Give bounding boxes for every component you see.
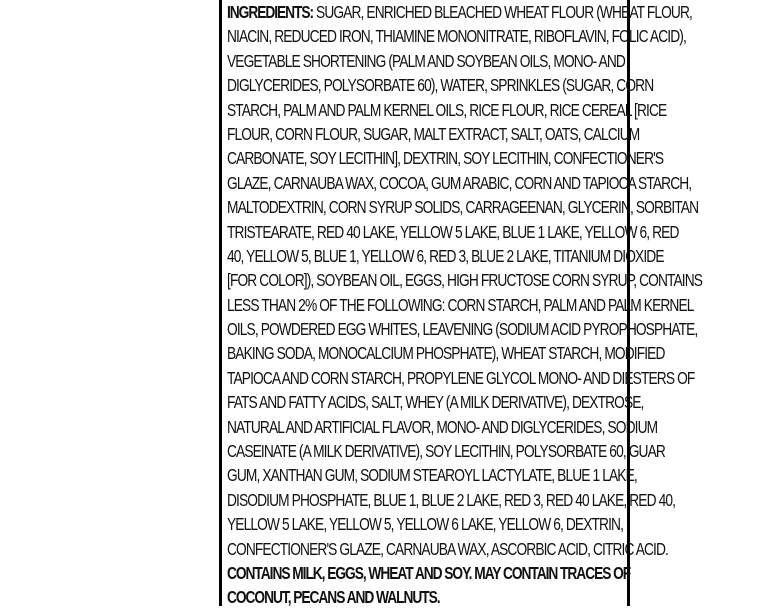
ingredient-line: GLAZE, CARNAUBA WAX, COCOA, GUM ARABIC, CORN AND TAPIOCA STARCH, <box>227 172 692 193</box>
ingredient-line-1 <box>227 0 692 24</box>
ingredient-line: CONFECTIONER'S GLAZE, CARNAUBA WAX, ASCORBIC ACID, CITRIC ACID. <box>227 538 668 559</box>
ingredient-label-panel <box>219 0 703 608</box>
ingredient-line: VEGETABLE SHORTENING (PALM AND SOYBEAN OILS, MONO- AND <box>227 50 625 71</box>
ingredient-line: MALTODEXTRIN, CORN SYRUP SOLIDS, CARRAGEENAN, GLYCERIN, SORBITAN <box>227 197 699 218</box>
ingredient-line: STARCH, PALM AND PALM KERNEL OILS, RICE FLOUR, RICE CEREAL [RICE <box>227 99 667 120</box>
ingredient-line: 40, YELLOW 5, BLUE 1, YELLOW 6, RED 3, BLUE 2 LAKE, TITANIUM DIOXIDE <box>227 245 664 266</box>
allergen-statement-line: CONTAINS MILK, EGGS, WHEAT AND SOY. MAY CONTAIN TRACES OF <box>227 562 631 583</box>
ingredient-text-block <box>227 0 703 610</box>
ingredient-line: TRISTEARATE, RED 40 LAKE, YELLOW 5 LAKE, BLUE 1 LAKE, YELLOW 6, RED <box>227 221 679 242</box>
ingredient-line: LESS THAN 2% OF THE FOLLOWING: CORN STARCH, PALM AND PALM KERNEL <box>227 294 694 315</box>
ingredient-line: TAPIOCA AND CORN STARCH, PROPYLENE GLYCOL MONO- AND DIESTERS OF <box>227 367 695 388</box>
ingredient-line: FLOUR, CORN FLOUR, SUGAR, MALT EXTRACT, SALT, OATS, CALCIUM <box>227 123 640 144</box>
ingredient-line: NIACIN, REDUCED IRON, THIAMINE MONONITRATE, RIBOFLAVIN, FOLIC ACID), <box>227 26 686 47</box>
ingredient-line: NATURAL AND ARTIFICIAL FLAVOR, MONO- AND DIGLYCERIDES, SODIUM <box>227 416 658 437</box>
ingredient-line: BAKING SODA, MONOCALCIUM PHOSPHATE), WHEAT STARCH, MODIFIED <box>227 343 665 364</box>
ingredient-line: GUM, XANTHAN GUM, SODIUM STEAROYL LACTYLATE, BLUE 1 LAKE, <box>227 465 637 486</box>
ingredient-line: YELLOW 5 LAKE, YELLOW 5, YELLOW 6 LAKE, YELLOW 6, DEXTRIN, <box>227 514 624 535</box>
allergen-statement-line: COCONUT, PECANS AND WALNUTS. <box>227 587 440 608</box>
ingredient-line: CARBONATE, SOY LECITHIN], DEXTRIN, SOY LECITHIN, CONFECTIONER'S <box>227 148 664 169</box>
ingredients-heading: INGREDIENTS: <box>227 2 314 22</box>
ingredient-line: DISODIUM PHOSPHATE, BLUE 1, BLUE 2 LAKE, RED 3, RED 40 LAKE, RED 40, <box>227 489 676 510</box>
ingredient-line: [FOR COLOR]), SOYBEAN OIL, EGGS, HIGH FRUCTOSE CORN SYRUP, CONTAINS <box>227 270 703 291</box>
ingredient-line: CASEINATE (A MILK DERIVATIVE), SOY LECITHIN, POLYSORBATE 60, GUAR <box>227 441 665 462</box>
ingredient-line: FATS AND FATTY ACIDS, SALT, WHEY (A MILK DERIVATIVE), DEXTROSE, <box>227 392 644 413</box>
ingredient-line-text: SUGAR, ENRICHED BLEACHED WHEAT FLOUR (WHEAT FLOUR, <box>316 2 692 22</box>
ingredient-line: OILS, POWDERED EGG WHITES, LEAVENING (SODIUM ACID PYROPHOSPHATE, <box>227 319 698 340</box>
ingredient-line: DIGLYCERIDES, POLYSORBATE 60), WATER, SPRINKLES (SUGAR, CORN <box>227 75 654 96</box>
